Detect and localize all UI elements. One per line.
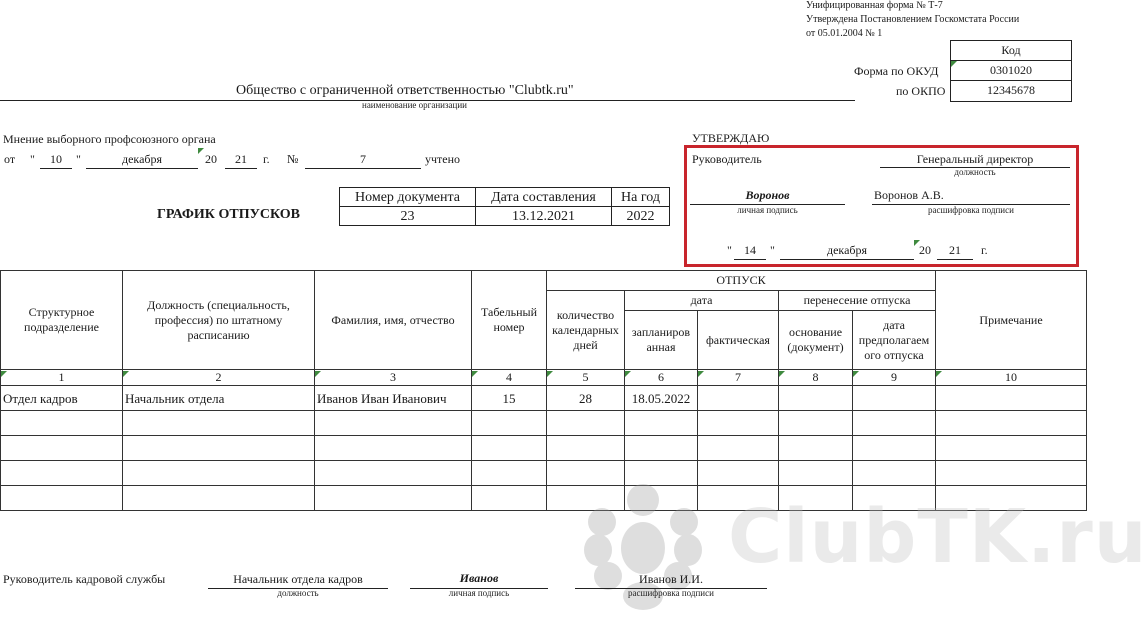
union-from-label: от: [4, 152, 16, 166]
table-cell: [123, 486, 315, 511]
table-cell: [315, 461, 472, 486]
header-vacation: ОТПУСК: [547, 271, 936, 291]
union-number: 7: [360, 152, 366, 166]
column-number: 7: [698, 370, 779, 386]
footer-signature: Иванов: [459, 571, 499, 585]
column-number-row: [1, 370, 1087, 386]
header-reason: основание (документ): [779, 311, 853, 370]
column-number: 5: [547, 370, 625, 386]
doc-date: 13.12.2021: [476, 207, 612, 226]
header-planned: запланиров анная: [625, 311, 698, 370]
okpo-value: 12345678: [987, 83, 1035, 97]
union-year-prefix: 20: [205, 152, 217, 166]
header-days: количество календарных дней: [547, 291, 625, 370]
okpo-label: по ОКПО: [896, 84, 946, 98]
table-cell: [123, 436, 315, 461]
column-number: 10: [936, 370, 1087, 386]
doc-year: 2022: [612, 207, 670, 226]
union-year-line: [225, 168, 257, 169]
union-quote-open: ": [30, 152, 35, 166]
table-cell: [315, 436, 472, 461]
form-line-3: от 05.01.2004 № 1: [806, 28, 883, 39]
okud-value: 0301020: [951, 61, 1071, 81]
union-month: декабря: [121, 152, 163, 166]
table-cell: [1, 411, 123, 436]
union-day: 10: [50, 152, 62, 166]
approval-position-caption: должность: [954, 167, 996, 177]
table-cell: [853, 386, 936, 411]
table-cell: [625, 411, 698, 436]
watermark-text: ClubTK.ru: [728, 494, 1147, 580]
table-row: [1, 411, 1087, 436]
table-cell: [936, 386, 1087, 411]
corner-marker: [315, 371, 321, 377]
table-row: [1, 436, 1087, 461]
table-cell: [698, 436, 779, 461]
approval-year-line: [937, 259, 973, 260]
approval-head-label: Руководитель: [692, 152, 762, 166]
footer-hr-head-label: Руководитель кадровой службы: [3, 572, 166, 586]
table-row: [1, 386, 1087, 411]
footer-position: Начальник отдела кадров: [233, 572, 363, 586]
corner-marker: [698, 371, 704, 377]
corner-marker: [853, 371, 859, 377]
union-day-line: [40, 168, 72, 169]
corner-marker: [625, 371, 631, 377]
table-cell: 28: [547, 386, 625, 411]
union-year-suffix: 21: [235, 152, 247, 166]
approval-signature-caption: личная подпись: [737, 205, 798, 215]
union-number-label: №: [287, 152, 299, 166]
column-number: 6: [625, 370, 698, 386]
document-title: ГРАФИК ОТПУСКОВ: [157, 207, 300, 222]
org-name: Общество с ограниченной ответственностью "Clubtk.ru": [236, 83, 574, 98]
table-cell: [472, 461, 547, 486]
table-cell: [853, 436, 936, 461]
table-cell: [853, 411, 936, 436]
approval-name-caption: расшифровка подписи: [928, 205, 1014, 215]
table-cell: [315, 486, 472, 511]
table-cell: [123, 411, 315, 436]
table-cell: [547, 411, 625, 436]
header-position: Должность (специальность, профессия) по штатному расписанию: [123, 271, 315, 370]
table-cell: [1, 436, 123, 461]
table-cell: [123, 461, 315, 486]
approval-month-line: [780, 259, 914, 260]
table-cell: 15: [472, 386, 547, 411]
approval-quote-open: ": [727, 243, 732, 257]
doc-col-date: Дата составления: [476, 188, 612, 207]
footer-name-caption: расшифровка подписи: [628, 588, 714, 598]
table-cell: [936, 436, 1087, 461]
form-line-1: Унифицированная форма № Т-7: [806, 0, 943, 11]
union-month-line: [86, 168, 198, 169]
footer-signature-caption: личная подпись: [448, 588, 510, 598]
table-cell: 18.05.2022: [625, 386, 698, 411]
corner-marker: [547, 371, 553, 377]
approval-position: Генеральный директор: [916, 152, 1034, 166]
table-cell: [779, 411, 853, 436]
corner-marker: [123, 371, 129, 377]
code-label: Код: [951, 41, 1071, 61]
union-title: Мнение выборного профсоюзного органа: [3, 132, 216, 146]
table-cell: [698, 386, 779, 411]
union-considered: учтено: [425, 152, 461, 166]
org-caption: наименование организации: [362, 100, 467, 110]
table-cell: [698, 411, 779, 436]
approval-year-suffix: 21: [949, 243, 961, 257]
union-quote-close: ": [76, 152, 81, 166]
table-cell: [1, 486, 123, 511]
header-note: Примечание: [936, 271, 1087, 370]
okud-label: Форма по ОКУД: [854, 64, 939, 78]
corner-marker: [472, 371, 478, 377]
table-cell: [936, 411, 1087, 436]
header-date: дата: [625, 291, 779, 311]
approval-month: декабря: [826, 243, 868, 257]
corner-marker: [198, 148, 204, 154]
table-cell: [472, 436, 547, 461]
header-department: Структурное подразделение: [1, 271, 123, 370]
column-number: 9: [853, 370, 936, 386]
header-actual: фактическая: [698, 311, 779, 370]
corner-marker: [951, 61, 957, 67]
footer-position-caption: должность: [277, 588, 319, 598]
union-year-unit: г.: [263, 152, 270, 166]
table-cell: [1, 461, 123, 486]
doc-col-year: На год: [612, 188, 670, 207]
footer-name: Иванов И.И.: [639, 572, 703, 586]
header-expected: дата предполагаем ого отпуска: [853, 311, 936, 370]
union-number-line: [305, 168, 421, 169]
table-cell: [315, 411, 472, 436]
column-number: 1: [1, 370, 123, 386]
column-number: 2: [123, 370, 315, 386]
approval-title: УТВЕРЖДАЮ: [692, 131, 770, 145]
approval-signature: Воронов: [745, 188, 790, 202]
doc-number: 23: [340, 207, 476, 226]
column-number: 8: [779, 370, 853, 386]
table-cell: [472, 411, 547, 436]
header-transfer: перенесение отпуска: [779, 291, 936, 311]
table-cell: Иванов Иван Иванович: [315, 386, 472, 411]
approval-year-unit: г.: [981, 243, 988, 257]
header-fullname: Фамилия, имя, отчество: [315, 271, 472, 370]
table-cell: [472, 486, 547, 511]
column-number: 3: [315, 370, 472, 386]
column-number: 4: [472, 370, 547, 386]
header-tabnum: Табельный номер: [472, 271, 547, 370]
table-cell: Начальник отдела: [123, 386, 315, 411]
approval-day-line: [734, 259, 766, 260]
table-cell: [625, 436, 698, 461]
approval-quote-close: ": [770, 243, 775, 257]
approval-year-prefix: 20: [919, 243, 931, 257]
code-box: [950, 40, 1072, 102]
table-cell: Отдел кадров: [1, 386, 123, 411]
table-cell: [547, 436, 625, 461]
doc-col-number: Номер документа: [340, 188, 476, 207]
vacation-schedule-table: [0, 270, 1087, 511]
corner-marker: [1, 371, 7, 377]
document-info-table: [339, 187, 670, 226]
table-cell: [779, 436, 853, 461]
approval-day: 14: [744, 243, 756, 257]
approval-name: Воронов А.В.: [874, 188, 944, 202]
table-cell: [779, 386, 853, 411]
corner-marker: [779, 371, 785, 377]
corner-marker: [936, 371, 942, 377]
form-line-2: Утверждена Постановлением Госкомстата России: [806, 14, 1020, 25]
